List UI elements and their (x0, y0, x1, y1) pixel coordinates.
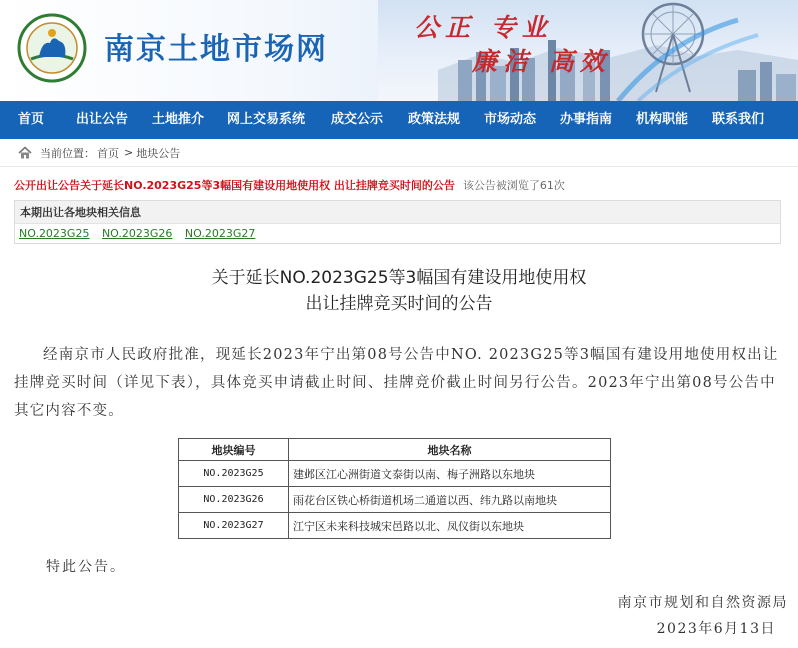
table-row (179, 461, 611, 487)
site-title: 南京土地市场网 (104, 32, 328, 67)
signature-org: 南京市规划和自然资源局 (617, 595, 788, 611)
table-header-name: 地块名称 (289, 439, 611, 461)
nav-item-transaction-publicity[interactable]: 成交公示 (330, 112, 383, 127)
nav-item-contact[interactable]: 联系我们 (711, 112, 764, 127)
breadcrumb (0, 139, 798, 167)
table-header-row (179, 439, 611, 461)
table-cell-name: 建邺区江心洲街道文泰街以南、梅子洲路以东地块 (289, 461, 611, 487)
slogan-line-2: 廉洁 高效 (472, 47, 611, 76)
nav-item-online-trading[interactable]: 网上交易系统 (226, 112, 305, 127)
nav-item-service-guide[interactable]: 办事指南 (559, 112, 612, 127)
view-count: 该公告被浏览了61次 (462, 179, 565, 192)
breadcrumb-separator: > (124, 146, 134, 159)
nav-item-functions[interactable]: 机构职能 (635, 112, 688, 127)
home-icon (18, 146, 32, 160)
article-body: 经南京市人民政府批准，现延长2023年宁出第08号公告中NO. 2023G25等3幅国有建设用地使用权出让挂牌竞买时间（详见下表），具体竞买申请截止时间、挂牌竞价截止时间另行公告。2023年宁出第08号公告中其它内容不变。 (14, 347, 779, 419)
table-row (179, 513, 611, 539)
plots-link-list (15, 224, 780, 244)
breadcrumb-prefix: 当前位置： (40, 146, 95, 160)
slogan-line-1: 公正 专业 (414, 13, 553, 42)
plot-link-g25[interactable]: NO.2023G25 (19, 227, 90, 240)
nav-item-market-news[interactable]: 市场动态 (483, 112, 536, 127)
plot-table (178, 438, 611, 539)
nav-item-land-promotion[interactable]: 土地推介 (151, 112, 204, 127)
table-header-code: 地块编号 (179, 439, 289, 461)
table-row (179, 487, 611, 513)
notice-title: 公开出让公告关于延长NO.2023G25等3幅国有建设用地使用权 出让挂牌竞买时间的公告 (14, 179, 455, 192)
plots-info-box (14, 200, 781, 244)
table-cell-code: NO.2023G27 (179, 513, 289, 539)
table-cell-name: 江宁区未来科技城宋邑路以北、凤仪街以东地块 (289, 513, 611, 539)
table-cell-code: NO.2023G25 (179, 461, 289, 487)
breadcrumb-current[interactable]: 地块公告 (136, 146, 181, 160)
table-cell-code: NO.2023G26 (179, 487, 289, 513)
nav-item-policies[interactable]: 政策法规 (407, 112, 460, 127)
breadcrumb-home-link[interactable]: 首页 (97, 146, 119, 160)
plot-link-g27[interactable]: NO.2023G27 (184, 227, 256, 240)
signature-date: 2023年6月13日 (656, 621, 776, 637)
main-nav (0, 101, 798, 139)
plot-link-g26[interactable]: NO.2023G26 (101, 227, 173, 240)
notice-line (14, 177, 565, 193)
nav-item-announcements[interactable]: 出让公告 (75, 112, 128, 127)
plots-info-header: 本期出让各地块相关信息 (15, 201, 780, 224)
header-banner (0, 0, 798, 101)
closing-text: 特此公告。 (46, 559, 126, 575)
article-title-line-2: 出让挂牌竞买时间的公告 (305, 294, 493, 314)
nav-item-home[interactable]: 首页 (17, 112, 44, 127)
article-title-line-1: 关于延长NO.2023G25等3幅国有建设用地使用权 (211, 268, 587, 288)
table-cell-name: 雨花台区铁心桥街道机场二通道以西、纬九路以南地块 (289, 487, 611, 513)
site-logo[interactable] (17, 13, 87, 83)
